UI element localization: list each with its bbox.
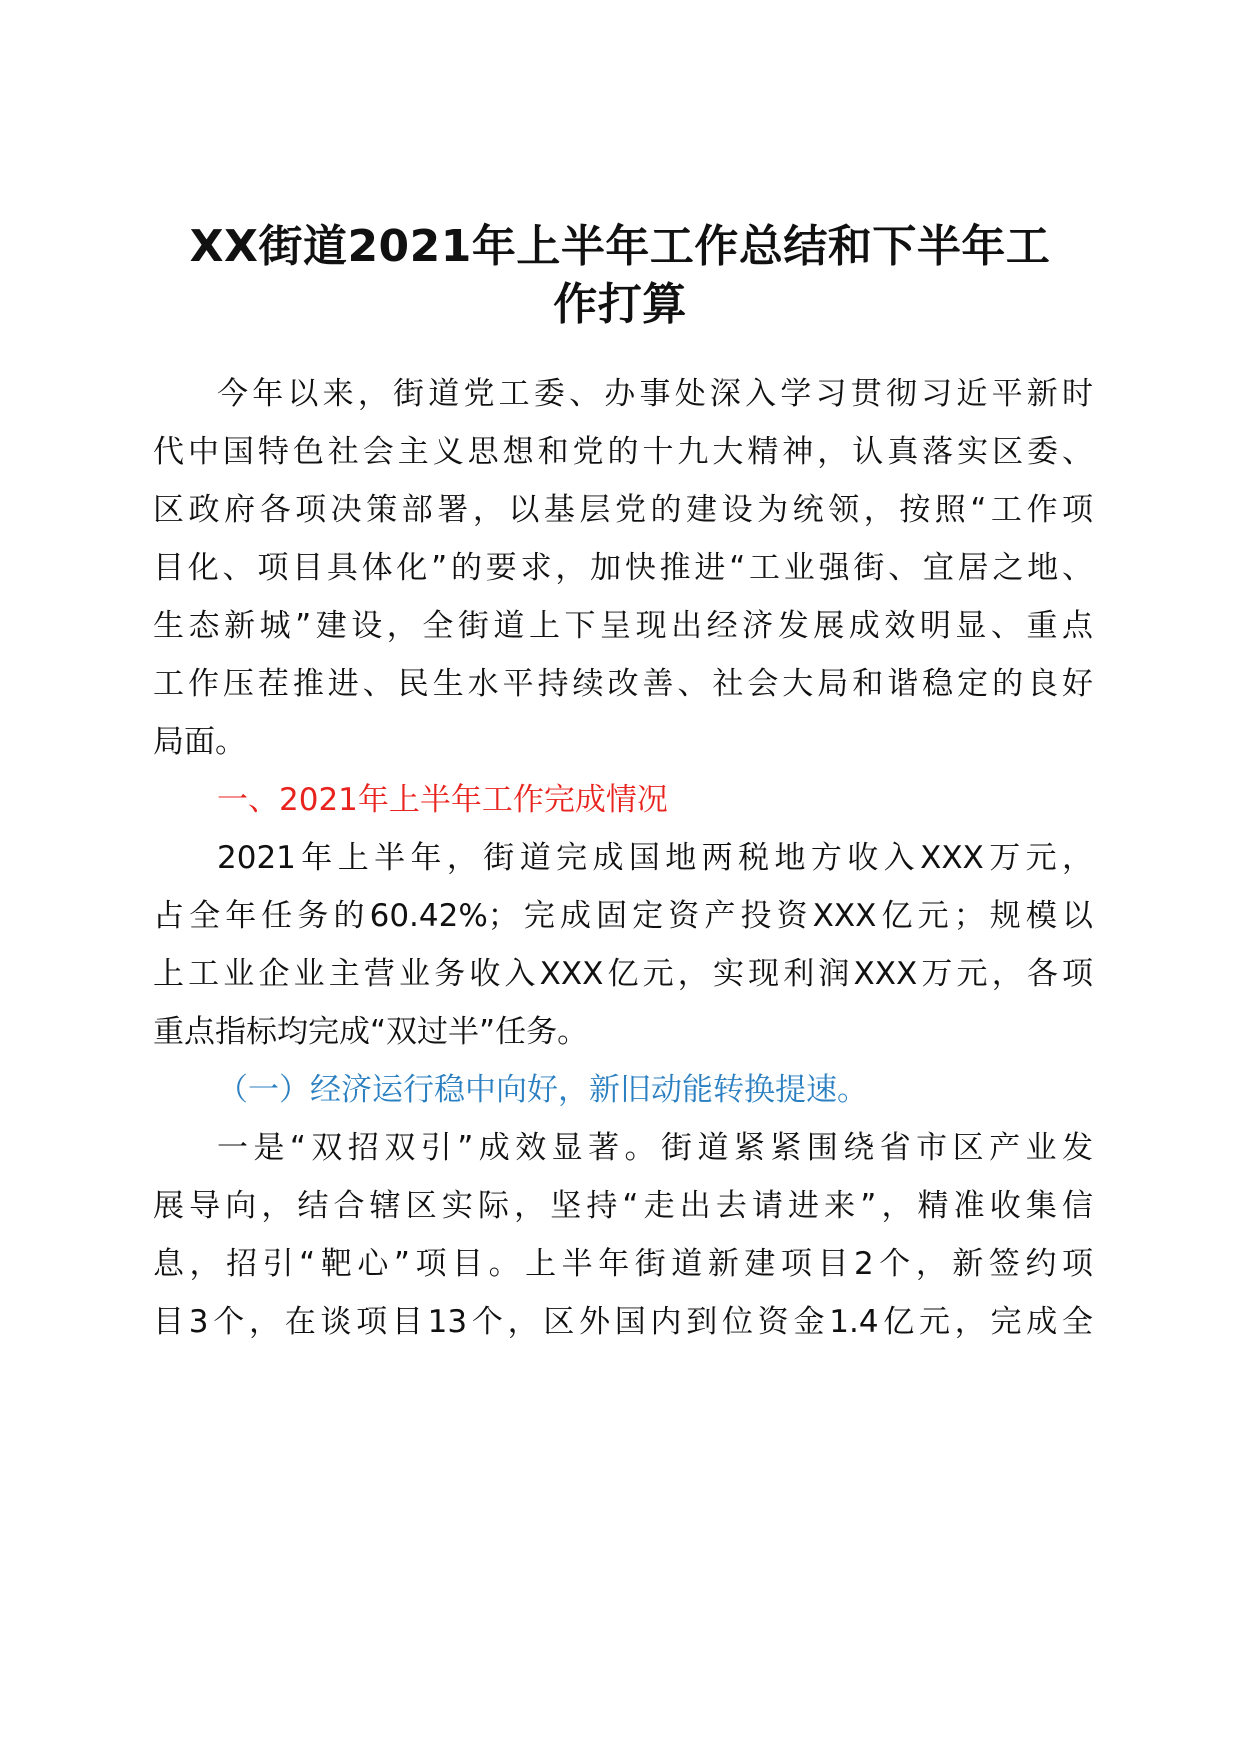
section-heading-1: 一、2021年上半年工作完成情况 bbox=[217, 782, 668, 818]
intro-line-5: 生态新城”建设，全街道上下呈现出经济发展成效明显、重点 bbox=[153, 608, 1093, 644]
intro-line-3: 区政府各项决策部署，以基层党的建设为统领，按照“工作项 bbox=[153, 492, 1093, 528]
title-line-2: 作打算 bbox=[553, 279, 687, 330]
intro-line-4: 目化、项目具体化”的要求，加快推进“工业强街、宜居之地、 bbox=[153, 550, 1093, 586]
intro-line-7: 局面。 bbox=[153, 724, 246, 760]
section1-line-1: 2021年上半年，街道完成国地两税地方收入XXX万元， bbox=[217, 840, 1093, 876]
section1-line-2: 占全年任务的60.42%；完成固定资产投资XXX亿元；规模以 bbox=[153, 898, 1093, 934]
subsection1-line-4: 目3个，在谈项目13个，区外国内到位资金1.4亿元，完成全 bbox=[153, 1304, 1093, 1340]
section1-line-4: 重点指标均完成“双过半”任务。 bbox=[153, 1014, 589, 1050]
subsection-heading-1: （一）经济运行稳中向好，新旧动能转换提速。 bbox=[217, 1072, 868, 1108]
intro-line-6: 工作压茬推进、民生水平持续改善、社会大局和谐稳定的良好 bbox=[153, 666, 1093, 702]
subsection1-line-3: 息，招引“靶心”项目。上半年街道新建项目2个，新签约项 bbox=[153, 1246, 1093, 1282]
section1-line-3: 上工业企业主营业务收入XXX亿元，实现利润XXX万元，各项 bbox=[153, 956, 1093, 992]
subsection1-line-2: 展导向，结合辖区实际，坚持“走出去请进来”，精准收集信 bbox=[153, 1188, 1093, 1224]
subsection1-line-1: 一是“双招双引”成效显著。街道紧紧围绕省市区产业发 bbox=[217, 1130, 1093, 1166]
document-title bbox=[150, 218, 1090, 334]
title-line-1: XX街道2021年上半年工作总结和下半年工 bbox=[189, 221, 1051, 272]
intro-line-1: 今年以来，街道党工委、办事处深入学习贯彻习近平新时 bbox=[217, 376, 1093, 412]
intro-line-2: 代中国特色社会主义思想和党的十九大精神，认真落实区委、 bbox=[153, 434, 1093, 470]
